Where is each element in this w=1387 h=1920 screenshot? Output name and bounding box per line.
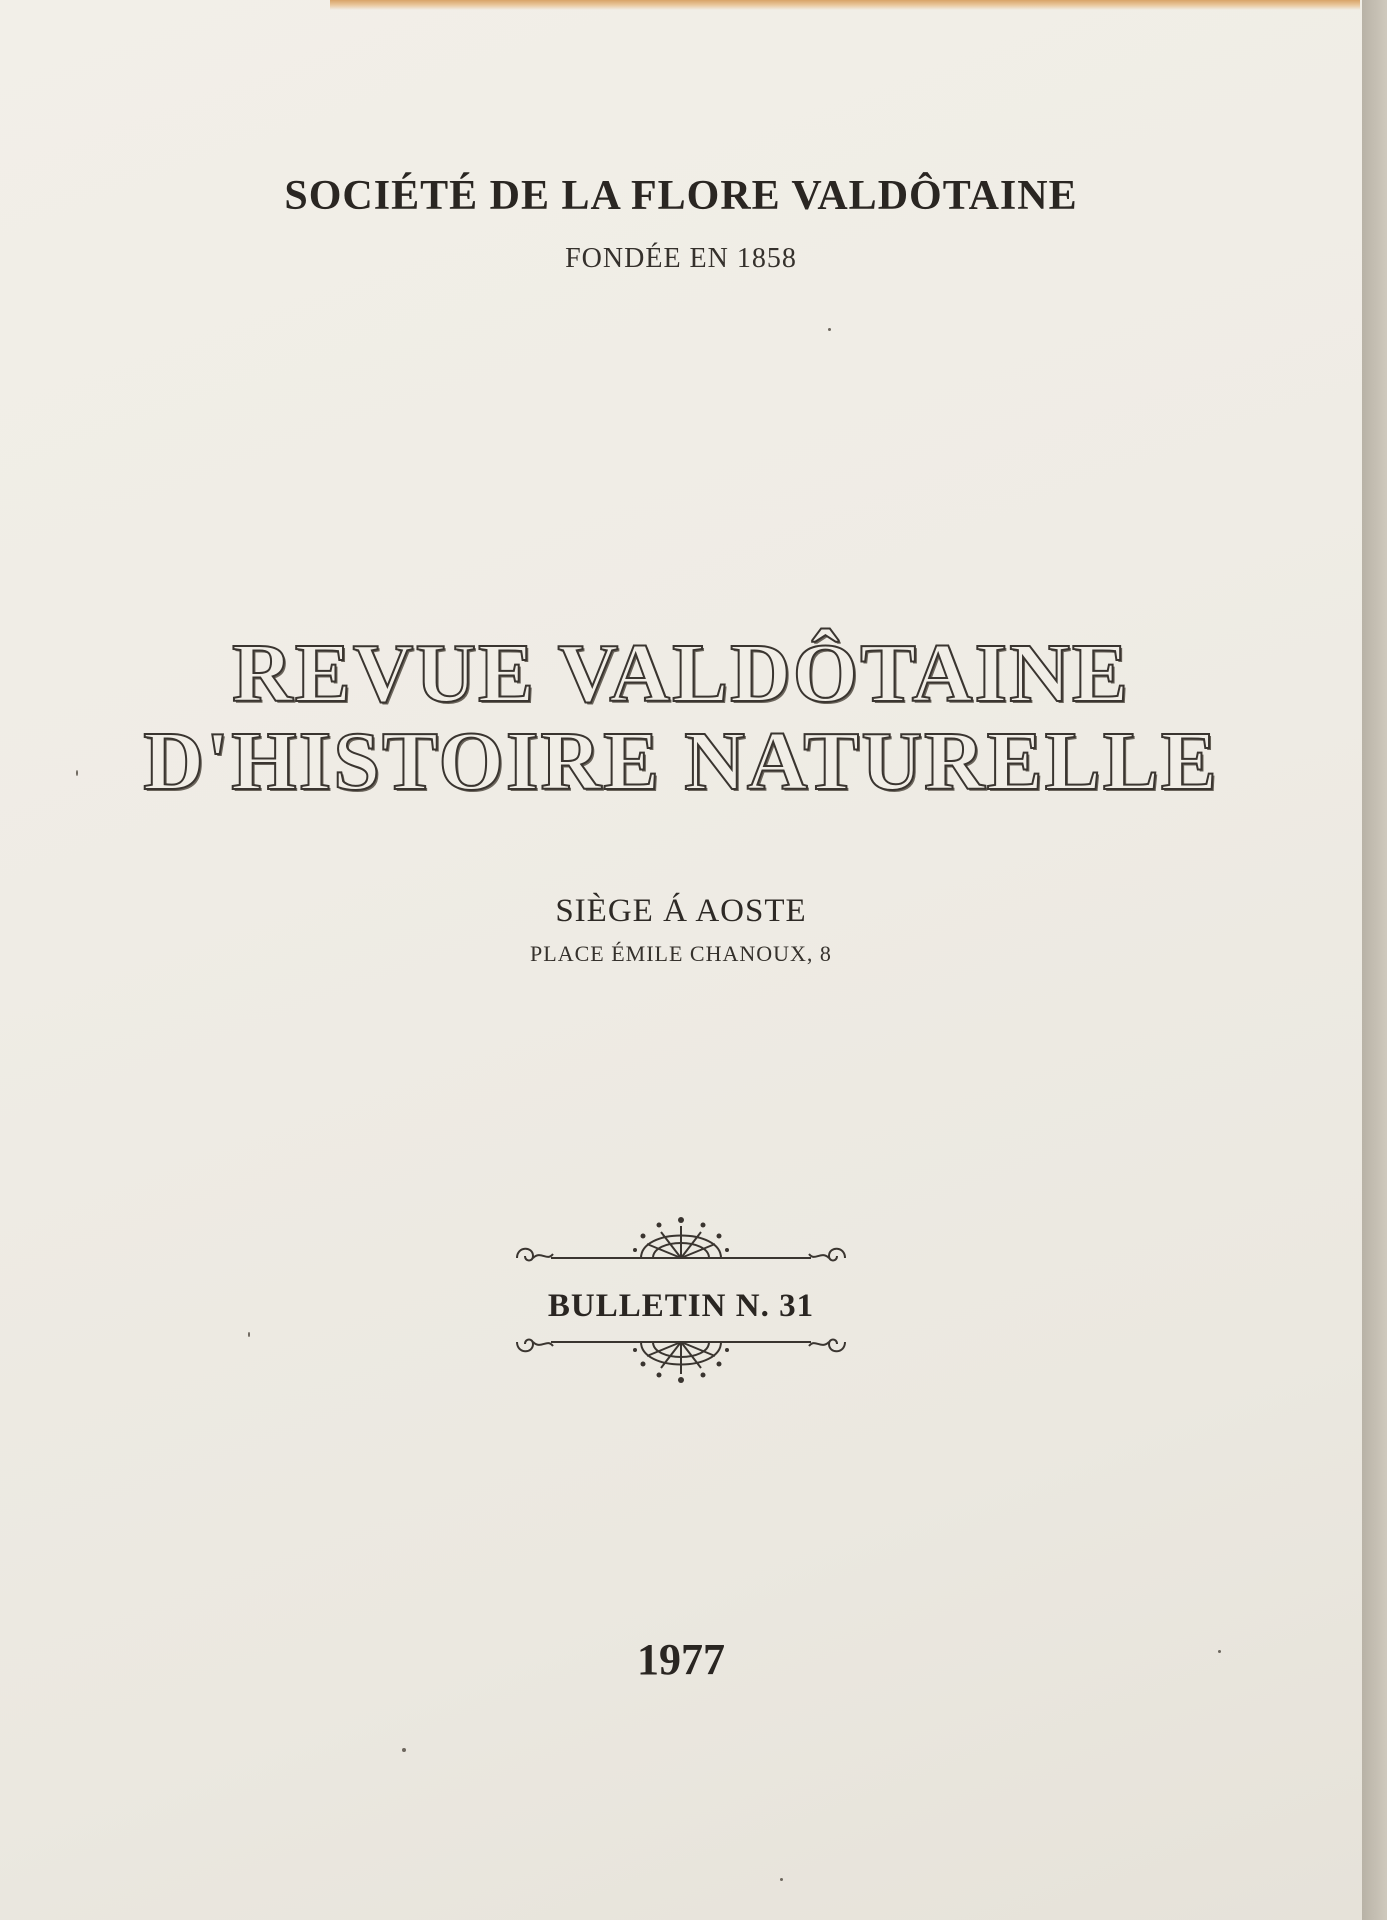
paper-speck (248, 1332, 250, 1337)
paper-speck (76, 770, 78, 776)
bulletin-number: BULLETIN N. 31 (547, 1288, 815, 1324)
seat-line: SIÈGE Á AOSTE (555, 893, 807, 929)
flourish-divider-icon (511, 1330, 851, 1390)
paper-speck (780, 1878, 783, 1881)
journal-title (0, 627, 1362, 809)
page-edge-shadow (1362, 0, 1387, 1920)
journal-title-line-1: REVUE VALDÔTAINE (232, 627, 1130, 720)
paper-speck (828, 328, 831, 331)
paper-speck (1218, 1650, 1221, 1653)
founded-line: FONDÉE EN 1858 (565, 243, 797, 274)
address-line: PLACE ÉMILE CHANOUX, 8 (530, 941, 832, 966)
page-top-edge (330, 0, 1360, 10)
flourish-divider-icon (511, 1210, 851, 1270)
publication-year: 1977 (637, 1635, 725, 1684)
journal-title-line-2: D'HISTOIRE NATURELLE (143, 715, 1219, 809)
paper-speck (402, 1748, 406, 1752)
society-name: SOCIÉTÉ DE LA FLORE VALDÔTAINE (284, 173, 1078, 219)
